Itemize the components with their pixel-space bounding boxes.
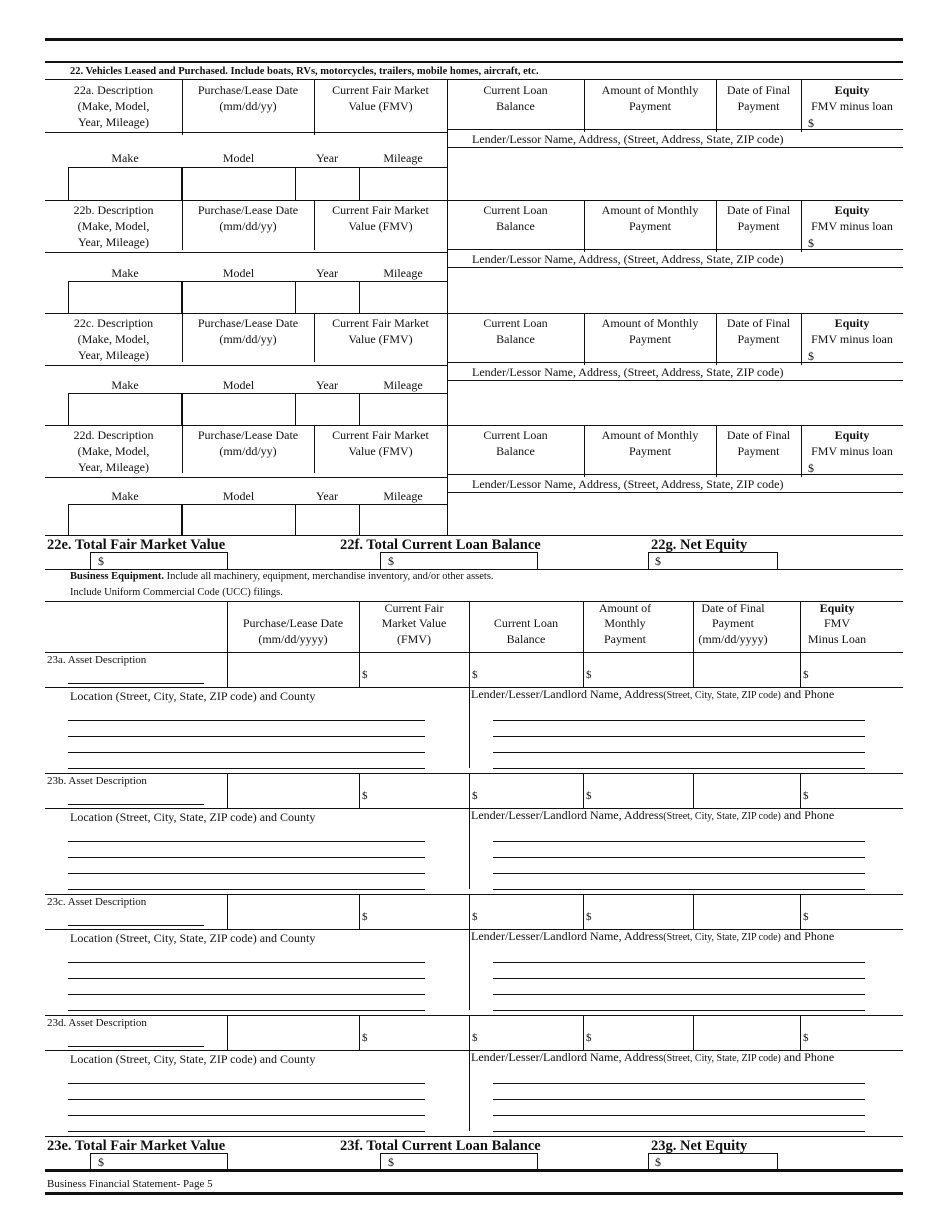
location-write-line[interactable] (68, 1083, 425, 1084)
asset-col-divider (800, 1015, 801, 1050)
dollar-sign: $ (362, 1032, 368, 1044)
net-equity-23-label: 23g. Net Equity (651, 1138, 748, 1154)
eq-monthly-header-3: Payment (604, 632, 646, 646)
equipment-intro (70, 569, 494, 585)
vehicle-block-bottom-rule (45, 535, 903, 536)
year-label: Year (315, 151, 339, 165)
vehicle-purchase-format: (mm/dd/yy) (219, 332, 277, 346)
vehicle-final-sub: Payment (737, 99, 780, 113)
total-loan-22-field[interactable] (380, 552, 538, 570)
vehicle-values-bottom-rule (447, 362, 903, 363)
eq-equity-header-1: Equity (819, 601, 855, 615)
lender-write-line[interactable] (493, 1131, 865, 1132)
asset-col-divider (359, 1015, 360, 1050)
dollar-sign: $ (98, 554, 104, 568)
mileage-input[interactable] (359, 281, 448, 314)
footer-page-label: Business Financial Statement- Page 5 (47, 1178, 213, 1190)
dollar-sign: $ (388, 554, 394, 568)
vehicle-monthly-header: Amount of Monthly (601, 316, 699, 330)
vehicle-desc-bottom-rule (45, 252, 447, 253)
location-label: Location (Street, City, State, ZIP code) and County (70, 931, 316, 945)
vehicle-equity-header: Equity (834, 428, 870, 442)
lender-label-small: (Street, City, State, ZIP code) (663, 1053, 781, 1064)
lender-label-rule (447, 267, 903, 268)
dollar-sign: $ (803, 669, 809, 681)
vehicle-final-sub: Payment (737, 219, 780, 233)
vehicle-purchase-header: Purchase/Lease Date (197, 83, 299, 97)
vehicle-values-bottom-rule (447, 129, 903, 130)
equipment-intro-rest: Include all machinery, equipment, merchandise inventory, and/or other assets. (163, 571, 494, 582)
lender-write-line[interactable] (493, 978, 865, 979)
dollar-sign: $ (586, 911, 592, 923)
asset-col-divider (469, 773, 470, 808)
dollar-sign: $ (803, 1032, 809, 1044)
model-label: Model (222, 489, 255, 503)
asset-col-divider (800, 652, 801, 687)
vehicle-final-sub: Payment (737, 332, 780, 346)
vehicle-desc-sub2: Year, Mileage) (78, 235, 149, 249)
vehicle-values-bottom-rule (447, 474, 903, 475)
location-write-line[interactable] (68, 1099, 425, 1100)
vehicle-fmv-header: Current Fair Market (332, 316, 429, 330)
mileage-label: Mileage (383, 378, 423, 392)
eq-final-header-2: Payment (712, 616, 754, 630)
eq-fmv-header-1: Current Fair (384, 601, 444, 615)
total-loan-23-label: 23f. Total Current Loan Balance (340, 1138, 541, 1154)
lender-lesser-landlord-label (471, 807, 834, 825)
asset-col-divider (693, 773, 694, 808)
location-lender-divider (469, 929, 470, 1010)
make-input[interactable] (68, 281, 182, 314)
year-input[interactable] (295, 393, 360, 426)
lender-lesser-landlord-label (471, 1049, 834, 1067)
asset-col-divider (227, 652, 228, 687)
vehicle-values-bottom-rule (447, 249, 903, 250)
model-input[interactable] (182, 281, 296, 314)
total-fmv-22-field[interactable] (90, 552, 228, 570)
asset-col-divider (469, 1015, 470, 1050)
asset-col-divider (359, 652, 360, 687)
vehicle-fmv-header: Current Fair Market (332, 428, 429, 442)
section22-title: 22. Vehicles Leased and Purchased. Include boats, RVs, motorcycles, trailers, mobile homes, aircraft, etc. (70, 66, 539, 77)
location-write-line[interactable] (68, 736, 425, 737)
location-write-line[interactable] (68, 962, 425, 963)
top-rule (45, 38, 903, 41)
lender-label-main: Lender/Lesser/Landlord Name, Address (471, 808, 664, 822)
asset-col-divider (800, 894, 801, 929)
lender-write-line[interactable] (493, 841, 865, 842)
make-label: Make (111, 151, 139, 165)
vehicle-final-sub: Payment (737, 444, 780, 458)
mileage-input[interactable] (359, 167, 448, 201)
vehicle-equity-header: Equity (834, 316, 870, 330)
lender-label-phone: and Phone (780, 1050, 835, 1064)
lender-lessor-label: Lender/Lessor Name, Address, (Street, Address, State, ZIP code) (472, 132, 784, 146)
footer-top-rule (45, 1169, 903, 1172)
dollar-sign: $ (98, 1155, 104, 1169)
vehicle-desc-sub1: (Make, Model, (77, 332, 150, 346)
vehicle-desc-bottom-rule (45, 365, 447, 366)
asset-col-divider (469, 652, 470, 687)
location-write-line[interactable] (68, 720, 425, 721)
equipment-header-top-rule (45, 601, 903, 602)
dollar-sign: $ (586, 790, 592, 802)
asset-col-divider (227, 894, 228, 929)
vehicle-fmv-sub: Value (FMV) (348, 219, 413, 233)
dollar-sign: $ (808, 461, 814, 475)
section22-title-rule (45, 79, 903, 80)
vehicle-loan-header: Current Loan (483, 316, 548, 330)
model-label: Model (222, 378, 255, 392)
lender-write-line[interactable] (493, 1083, 865, 1084)
asset-description-input[interactable] (68, 683, 204, 684)
vehicle-monthly-sub: Payment (629, 444, 671, 458)
vehicle-desc-label: 22a. Description (73, 83, 154, 97)
lender-write-line[interactable] (493, 768, 865, 769)
make-input[interactable] (68, 167, 182, 201)
vehicle-fmv-sub: Value (FMV) (348, 444, 413, 458)
vehicle-purchase-header: Purchase/Lease Date (197, 203, 299, 217)
asset-block-bottom-rule (45, 1015, 903, 1016)
vehicle-desc-bottom-rule (45, 132, 447, 133)
lender-section-divider (447, 365, 448, 425)
lender-label-small: (Street, City, State, ZIP code) (663, 811, 781, 822)
dollar-sign: $ (472, 790, 478, 802)
location-write-line[interactable] (68, 873, 425, 874)
asset-col-divider (800, 773, 801, 808)
vehicle-purchase-format: (mm/dd/yy) (219, 219, 277, 233)
total-loan-23-field[interactable] (380, 1153, 538, 1170)
lender-label-small: (Street, City, State, ZIP code) (663, 932, 781, 943)
vehicle-desc-sub1: (Make, Model, (77, 444, 150, 458)
location-write-line[interactable] (68, 841, 425, 842)
mileage-input[interactable] (359, 393, 448, 426)
vehicle-monthly-header: Amount of Monthly (601, 428, 699, 442)
model-label: Model (222, 151, 255, 165)
lender-lesser-landlord-label (471, 928, 834, 946)
eq-equity-header-2: FMV (823, 616, 850, 630)
vehicle-final-header: Date of Final (726, 316, 791, 330)
location-label: Location (Street, City, State, ZIP code) and County (70, 689, 316, 703)
vehicle-monthly-sub: Payment (629, 99, 671, 113)
lender-write-line[interactable] (493, 736, 865, 737)
location-write-line[interactable] (68, 994, 425, 995)
location-write-line[interactable] (68, 768, 425, 769)
dollar-sign: $ (362, 911, 368, 923)
lender-label-rule (447, 380, 903, 381)
asset-col-divider (583, 1015, 584, 1050)
vehicle-purchase-format: (mm/dd/yy) (219, 99, 277, 113)
lender-write-line[interactable] (493, 1010, 865, 1011)
lender-lessor-label: Lender/Lessor Name, Address, (Street, Address, State, ZIP code) (472, 365, 784, 379)
asset-description-label: 23d. Asset Description (47, 1017, 147, 1029)
lender-label-phone: and Phone (780, 687, 835, 701)
location-lender-divider (469, 687, 470, 768)
eq-final-header-1: Date of Final (701, 601, 765, 615)
lender-write-line[interactable] (493, 720, 865, 721)
vehicle-loan-header: Current Loan (483, 83, 548, 97)
vehicle-monthly-sub: Payment (629, 332, 671, 346)
dollar-sign: $ (362, 669, 368, 681)
mileage-label: Mileage (383, 266, 423, 280)
mileage-input[interactable] (359, 504, 448, 536)
model-input[interactable] (182, 393, 296, 426)
net-equity-23-field[interactable] (648, 1153, 778, 1170)
vehicle-fmv-header: Current Fair Market (332, 203, 429, 217)
dollar-sign: $ (472, 1032, 478, 1044)
eq-fmv-header-3: (FMV) (396, 632, 431, 646)
lender-label-rule (447, 492, 903, 493)
vehicle-monthly-sub: Payment (629, 219, 671, 233)
net-equity-22-label: 22g. Net Equity (651, 537, 748, 553)
vehicle-desc-label: 22c. Description (73, 316, 154, 330)
asset-col-divider (469, 894, 470, 929)
vehicle-monthly-header: Amount of Monthly (601, 83, 699, 97)
location-lender-divider (469, 1050, 470, 1131)
asset-col-divider (359, 773, 360, 808)
lender-write-line[interactable] (493, 889, 865, 890)
lender-label-phone: and Phone (780, 808, 835, 822)
dollar-sign: $ (808, 236, 814, 250)
asset-col-divider (583, 894, 584, 929)
make-input[interactable] (68, 393, 182, 426)
asset-block-bottom-rule (45, 894, 903, 895)
vehicle-monthly-header: Amount of Monthly (601, 203, 699, 217)
lender-write-line[interactable] (493, 962, 865, 963)
vehicle-equity-header: Equity (834, 203, 870, 217)
equipment-intro-bold: Business Equipment. (70, 571, 164, 582)
vehicle-purchase-header: Purchase/Lease Date (197, 316, 299, 330)
location-write-line[interactable] (68, 1010, 425, 1011)
dollar-sign: $ (586, 669, 592, 681)
vehicle-loan-header: Current Loan (483, 203, 548, 217)
dollar-sign: $ (472, 911, 478, 923)
lender-lessor-label: Lender/Lessor Name, Address, (Street, Address, State, ZIP code) (472, 252, 784, 266)
totals23-top-rule (45, 1136, 903, 1137)
vehicle-loan-sub: Balance (496, 99, 535, 113)
dollar-sign: $ (803, 911, 809, 923)
location-write-line[interactable] (68, 1131, 425, 1132)
model-input[interactable] (182, 504, 296, 536)
lender-write-line[interactable] (493, 1115, 865, 1116)
lender-section-divider (447, 132, 448, 200)
eq-equity-header-3: Minus Loan (807, 632, 867, 646)
equipment-intro-line2: Include Uniform Commercial Code (UCC) filings. (70, 587, 283, 598)
model-label: Model (222, 266, 255, 280)
vehicle-desc-sub2: Year, Mileage) (78, 348, 149, 362)
dollar-sign: $ (388, 1155, 394, 1169)
vehicle-loan-header: Current Loan (483, 428, 548, 442)
eq-purchase-header-1: Purchase/Lease Date (242, 616, 344, 630)
location-label: Location (Street, City, State, ZIP code) and County (70, 1052, 316, 1066)
vehicle-fmv-sub: Value (FMV) (348, 99, 413, 113)
year-input[interactable] (295, 504, 360, 536)
vehicle-final-header: Date of Final (726, 83, 791, 97)
location-label: Location (Street, City, State, ZIP code) and County (70, 810, 316, 824)
vehicle-equity-sub: FMV minus loan (811, 332, 893, 346)
lender-label-main: Lender/Lesser/Landlord Name, Address (471, 687, 664, 701)
vehicle-block-bottom-rule (45, 313, 903, 314)
vehicle-purchase-format: (mm/dd/yy) (219, 444, 277, 458)
dollar-sign: $ (655, 1155, 661, 1169)
vehicle-block-bottom-rule (45, 200, 903, 201)
asset-col-divider (693, 894, 694, 929)
location-write-line[interactable] (68, 1115, 425, 1116)
vehicle-loan-sub: Balance (496, 444, 535, 458)
total-fmv-23-label: 23e. Total Fair Market Value (47, 1138, 226, 1154)
eq-loan-header-2: Balance (506, 632, 546, 646)
vehicle-loan-sub: Balance (496, 219, 535, 233)
total-loan-22-label: 22f. Total Current Loan Balance (340, 537, 541, 553)
lender-section-divider (447, 477, 448, 535)
lender-label-main: Lender/Lesser/Landlord Name, Address (471, 1050, 664, 1064)
make-label: Make (111, 266, 139, 280)
year-input[interactable] (295, 281, 360, 314)
dollar-sign: $ (808, 116, 814, 130)
asset-col-divider (583, 773, 584, 808)
lender-label-phone: and Phone (780, 929, 835, 943)
vehicle-desc-sub1: (Make, Model, (77, 99, 150, 113)
vehicle-equity-header: Equity (834, 83, 870, 97)
location-write-line[interactable] (68, 857, 425, 858)
location-write-line[interactable] (68, 889, 425, 890)
asset-description-label: 23a. Asset Description (47, 654, 147, 666)
vehicle-equity-sub: FMV minus loan (811, 444, 893, 458)
make-input[interactable] (68, 504, 182, 536)
lender-lessor-label: Lender/Lessor Name, Address, (Street, Address, State, ZIP code) (472, 477, 784, 491)
eq-loan-header-1: Current Loan (493, 616, 559, 630)
location-write-line[interactable] (68, 978, 425, 979)
vehicle-desc-sub2: Year, Mileage) (78, 115, 149, 129)
dollar-sign: $ (803, 790, 809, 802)
vehicle-fmv-header: Current Fair Market (332, 83, 429, 97)
mileage-label: Mileage (383, 151, 423, 165)
eq-purchase-header-2: (mm/dd/yyyy) (258, 632, 328, 646)
vehicle-block-bottom-rule (45, 425, 903, 426)
section22-top-rule (45, 61, 903, 63)
net-equity-22-field[interactable] (648, 552, 778, 570)
asset-col-divider (583, 652, 584, 687)
dollar-sign: $ (362, 790, 368, 802)
vehicle-desc-sub1: (Make, Model, (77, 219, 150, 233)
lender-label-rule (447, 147, 903, 148)
eq-final-header-3: (mm/dd/yyyy) (698, 632, 768, 646)
lender-label-main: Lender/Lesser/Landlord Name, Address (471, 929, 664, 943)
asset-col-divider (227, 773, 228, 808)
asset-description-label: 23b. Asset Description (47, 775, 147, 787)
vehicle-equity-sub: FMV minus loan (811, 219, 893, 233)
asset-col-divider (359, 894, 360, 929)
asset-description-input[interactable] (68, 1046, 204, 1047)
vehicle-fmv-sub: Value (FMV) (348, 332, 413, 346)
dollar-sign: $ (808, 349, 814, 363)
year-input[interactable] (295, 167, 360, 201)
lender-write-line[interactable] (493, 857, 865, 858)
vehicle-equity-sub: FMV minus loan (811, 99, 893, 113)
location-write-line[interactable] (68, 752, 425, 753)
lender-label-small: (Street, City, State, ZIP code) (663, 690, 781, 701)
location-lender-divider (469, 808, 470, 889)
eq-fmv-header-2: Market Value (381, 616, 447, 630)
vehicle-final-header: Date of Final (726, 428, 791, 442)
asset-description-input[interactable] (68, 804, 204, 805)
vehicle-desc-label: 22d. Description (73, 428, 154, 442)
year-label: Year (315, 266, 339, 280)
asset-col-divider (227, 1015, 228, 1050)
lender-write-line[interactable] (493, 994, 865, 995)
asset-description-input[interactable] (68, 925, 204, 926)
year-label: Year (315, 489, 339, 503)
vehicle-loan-sub: Balance (496, 332, 535, 346)
vehicle-purchase-header: Purchase/Lease Date (197, 428, 299, 442)
lender-write-line[interactable] (493, 752, 865, 753)
total-fmv-23-field[interactable] (90, 1153, 228, 1170)
eq-monthly-header-1: Amount of (598, 601, 652, 615)
make-label: Make (111, 489, 139, 503)
dollar-sign: $ (472, 669, 478, 681)
asset-block-bottom-rule (45, 773, 903, 774)
vehicle-desc-sub2: Year, Mileage) (78, 460, 149, 474)
lender-write-line[interactable] (493, 873, 865, 874)
total-fmv-22-label: 22e. Total Fair Market Value (47, 537, 226, 553)
vehicle-final-header: Date of Final (726, 203, 791, 217)
model-input[interactable] (182, 167, 296, 201)
lender-section-divider (447, 252, 448, 313)
dollar-sign: $ (586, 1032, 592, 1044)
eq-monthly-header-2: Monthly (604, 616, 646, 630)
year-label: Year (315, 378, 339, 392)
vehicle-desc-bottom-rule (45, 477, 447, 478)
asset-col-divider (693, 652, 694, 687)
asset-description-label: 23c. Asset Description (47, 896, 147, 908)
mileage-label: Mileage (383, 489, 423, 503)
lender-write-line[interactable] (493, 1099, 865, 1100)
dollar-sign: $ (655, 554, 661, 568)
equipment-header-bottom-rule (45, 652, 903, 653)
bottom-rule (45, 1192, 903, 1195)
make-label: Make (111, 378, 139, 392)
vehicle-desc-label: 22b. Description (73, 203, 154, 217)
lender-lesser-landlord-label (471, 686, 834, 704)
asset-col-divider (693, 1015, 694, 1050)
